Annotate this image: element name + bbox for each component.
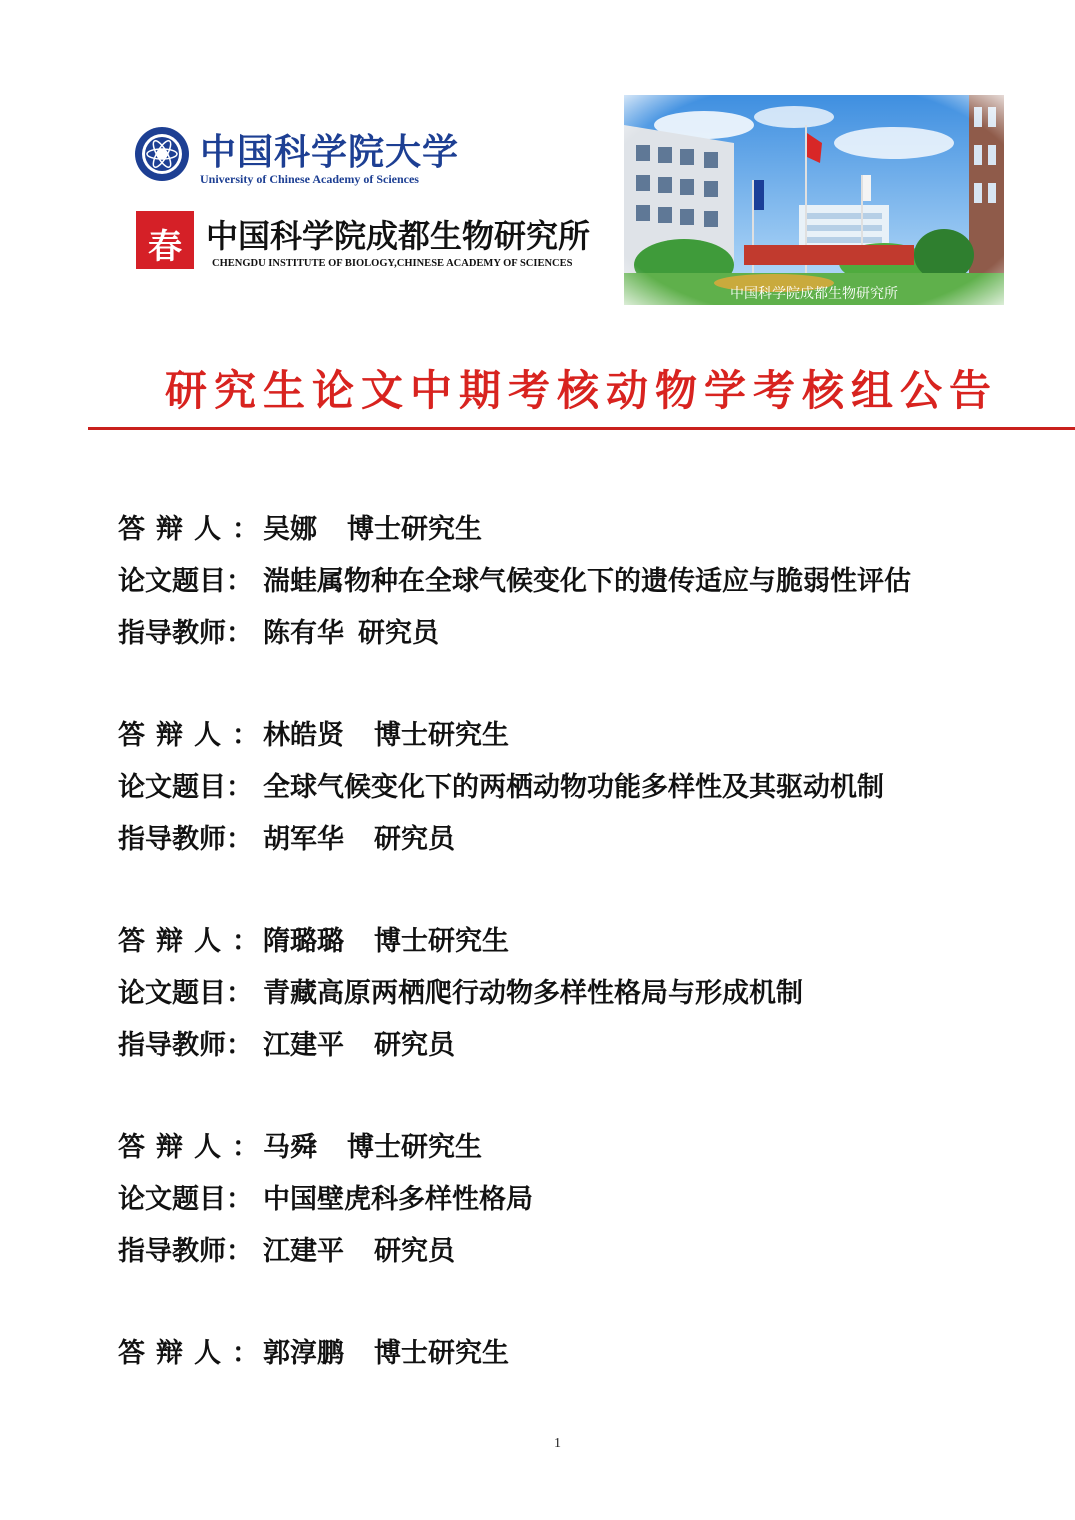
ucas-name-cn: 中国科学院大学 (200, 131, 460, 173)
defender-name: 隋璐璐 (263, 926, 344, 957)
thesis-line (118, 1178, 1018, 1230)
entry-3 (118, 920, 1018, 1076)
defender-line (118, 1332, 1018, 1384)
thesis-label: 论文题目： (118, 772, 253, 803)
thesis-label: 论文题目： (118, 566, 253, 597)
defender-name: 吴娜 (263, 514, 317, 545)
advisor-line (118, 1024, 1018, 1076)
institute-name-cn: 中国科学院成都生物研究所 (206, 217, 591, 255)
defender-line (118, 1126, 1018, 1178)
advisor-label: 指导教师： (118, 1236, 253, 1267)
defender-name: 郭淳鹏 (263, 1338, 344, 1369)
ucas-name-en: University of Chinese Academy of Sciences (200, 172, 419, 186)
advisor-name: 胡军华 (263, 824, 344, 855)
advisor-label: 指导教师： (118, 1030, 253, 1061)
thesis-title: 湍蛙属物种在全球气候变化下的遗传适应与脆弱性评估 (263, 566, 911, 597)
degree: 博士研究生 (347, 1132, 482, 1163)
ucas-logo (130, 120, 600, 190)
institute-seal-icon (136, 211, 194, 269)
entry-2 (118, 714, 1018, 870)
defender-line (118, 714, 1018, 766)
advisor-line (118, 818, 1018, 870)
title-divider (88, 427, 1075, 430)
defender-label: 答辩人： (118, 926, 270, 957)
campus-photo-image (624, 95, 1004, 305)
defender-name: 马舜 (263, 1132, 317, 1163)
degree: 博士研究生 (347, 514, 482, 545)
advisor-name: 江建平 (263, 1030, 344, 1061)
institute-logo (130, 207, 600, 277)
thesis-line (118, 766, 1018, 818)
institute-seal-char: 春 (148, 227, 182, 267)
thesis-title: 青藏高原两栖爬行动物多样性格局与形成机制 (263, 978, 803, 1009)
defender-label: 答辩人： (118, 720, 270, 751)
advisor-line (118, 1230, 1018, 1282)
entry-1 (118, 508, 1018, 664)
thesis-line (118, 972, 1018, 1024)
advisor-line (118, 612, 1018, 664)
defender-name: 林皓贤 (263, 720, 344, 751)
thesis-label: 论文题目： (118, 978, 253, 1009)
advisor-name: 陈有华 (263, 618, 344, 649)
advisor-name: 江建平 (263, 1236, 344, 1267)
ucas-seal-icon (134, 126, 190, 182)
advisor-title: 研究员 (358, 618, 439, 649)
advisor-label: 指导教师： (118, 618, 253, 649)
degree: 博士研究生 (374, 720, 509, 751)
campus-photo (624, 95, 1004, 305)
thesis-title: 中国壁虎科多样性格局 (263, 1184, 533, 1215)
defender-label: 答辩人： (118, 1338, 270, 1369)
page-title: 研究生论文中期考核动物学考核组公告 (164, 366, 998, 415)
page-number: 1 (554, 1436, 561, 1451)
degree: 博士研究生 (374, 926, 509, 957)
advisor-title: 研究员 (374, 1236, 455, 1267)
thesis-title: 全球气候变化下的两栖动物功能多样性及其驱动机制 (263, 772, 884, 803)
thesis-label: 论文题目： (118, 1184, 253, 1215)
institute-name-en: CHENGDU INSTITUTE OF BIOLOGY,CHINESE ACADEMY OF SCIENCES (212, 258, 573, 269)
advisor-title: 研究员 (374, 824, 455, 855)
defender-line (118, 508, 1018, 560)
degree: 博士研究生 (374, 1338, 509, 1369)
header-logos (130, 115, 600, 275)
defender-line (118, 920, 1018, 972)
entries-list (118, 508, 1018, 1434)
advisor-label: 指导教师： (118, 824, 253, 855)
entry-4 (118, 1126, 1018, 1282)
advisor-title: 研究员 (374, 1030, 455, 1061)
thesis-line (118, 560, 1018, 612)
entry-5 (118, 1332, 1018, 1384)
defender-label: 答辩人： (118, 1132, 270, 1163)
defender-label: 答辩人： (118, 514, 270, 545)
